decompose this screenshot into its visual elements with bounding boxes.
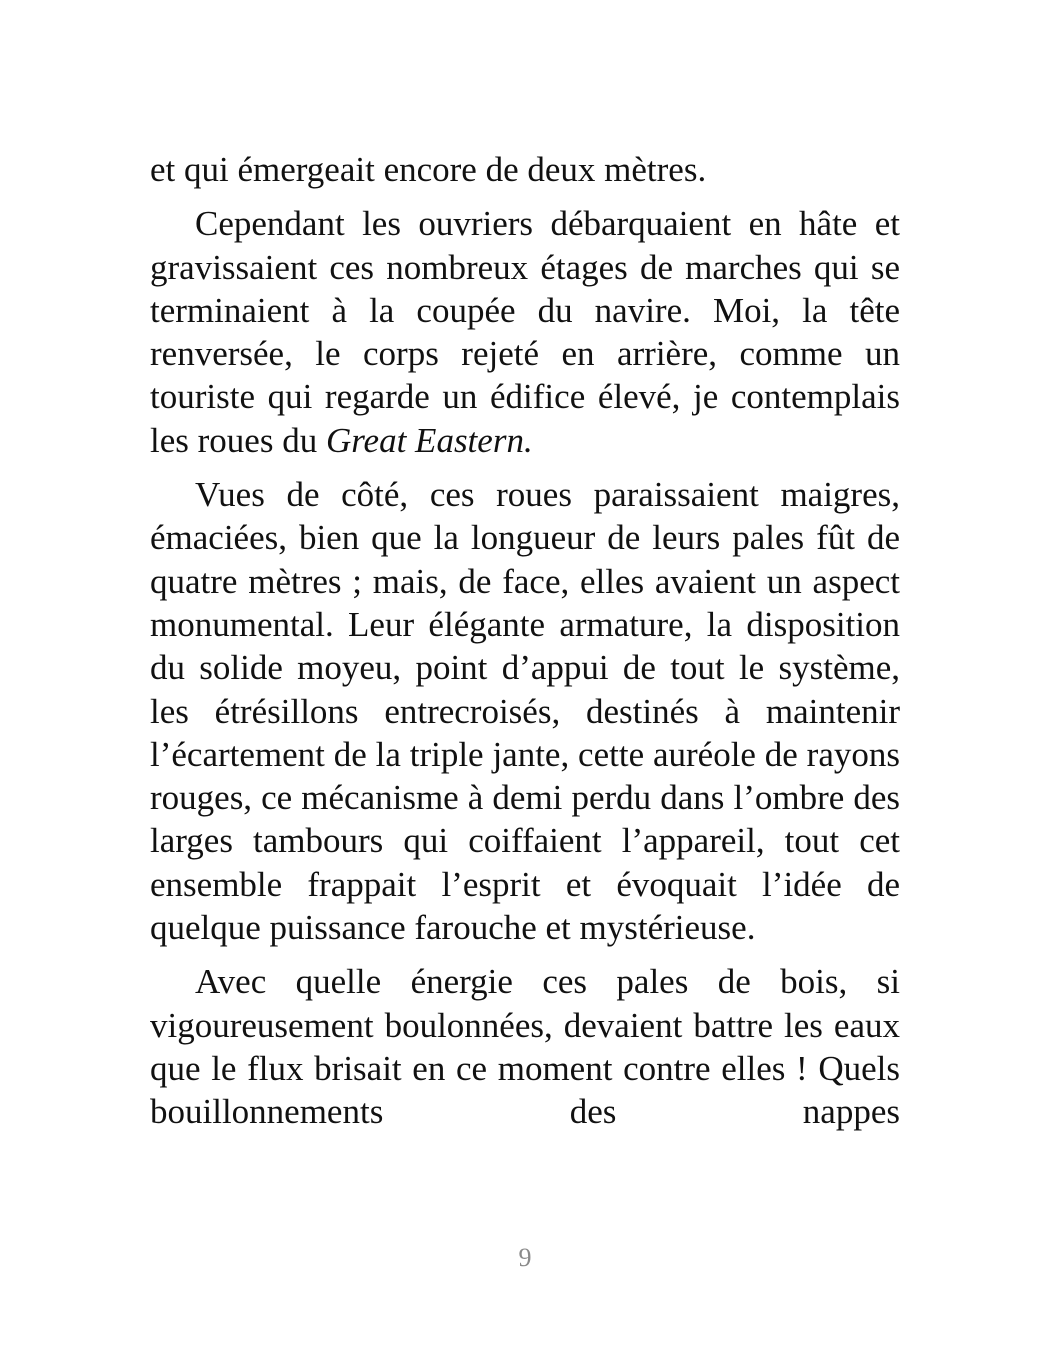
page-text <box>150 148 900 1145</box>
paragraph-3-text: Vues de côté, ces roues paraissaient maigres, émaciées, bien que la longueur de leurs pales fût de quatre mètres ; mais, de face, elles avaient un aspect monumental. Leur élégante armature, la disposition du solide moyeu, point d’appui de tout le système, les étrésillons entrecroisés, destinés à maintenir l’écartement de la triple jante, cette auréole de rayons rouges, ce mécanisme à demi perdu dans l’ombre des larges tambours qui coiffaient l’appareil, tout cet ensemble frappait l’esprit et évoquait l’idée de quelque puissance farouche et mystérieuse. <box>150 475 900 948</box>
page-number: 9 <box>518 1243 532 1272</box>
paragraph <box>150 202 900 462</box>
paragraph-cut-off <box>150 960 900 1133</box>
paragraph-continued <box>150 148 900 191</box>
paragraph <box>150 473 900 949</box>
paragraph-1-text: et qui émergeait encore de deux mètres. <box>150 150 707 189</box>
paragraph-2-text: Cependant les ouvriers débarquaient en hâte et gravissaient ces nombreux étages de marches qui se terminaient à la coupée du navire. Moi, la tête renversée, le corps rejeté en arrière, comme un touriste qui regarde un édifice élevé, je contemplais les roues du <box>150 204 900 460</box>
paragraph-4-text: Avec quelle énergie ces pales de bois, si vigoureusement boulonnées, devaient battre les eaux que le flux brisait en ce moment contre elles ! Quels bouillonnements des nappes <box>150 962 900 1132</box>
ship-name-emphasis: Great Eastern. <box>325 420 533 460</box>
